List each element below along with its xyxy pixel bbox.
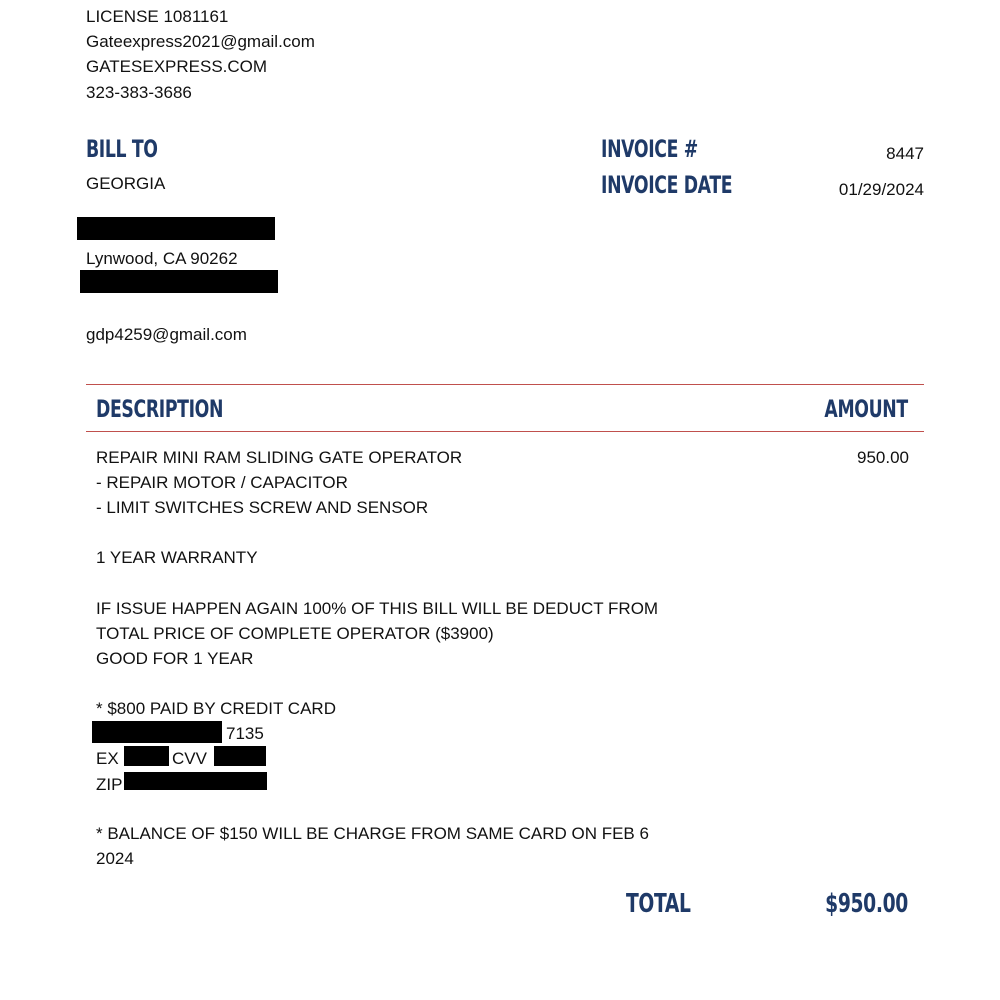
- line-item-detail: - REPAIR MOTOR / CAPACITOR: [96, 473, 348, 492]
- warranty-text: 1 YEAR WARRANTY: [96, 548, 258, 567]
- expiry-label: EX: [96, 749, 119, 768]
- terms-text: TOTAL PRICE OF COMPLETE OPERATOR ($3900): [96, 624, 494, 643]
- bill-to-name: GEORGIA: [86, 174, 166, 193]
- bill-to-heading: BILL TO: [86, 135, 158, 163]
- total-value: $950.00: [825, 889, 908, 919]
- line-item-amount: 950.00: [857, 448, 909, 467]
- redacted-cvv: [214, 746, 266, 766]
- bill-to-email: gdp4259@gmail.com: [86, 325, 247, 344]
- terms-text: GOOD FOR 1 YEAR: [96, 649, 254, 668]
- redacted-address-line: [77, 217, 275, 240]
- amount-header: AMOUNT: [824, 395, 908, 423]
- table-header-rule: [86, 431, 924, 432]
- redacted-expiry: [124, 746, 169, 766]
- table-top-rule: [86, 384, 924, 385]
- company-license: LICENSE 1081161: [86, 7, 229, 26]
- bill-to-city: Lynwood, CA 90262: [86, 249, 238, 268]
- zip-label: ZIP: [96, 775, 123, 794]
- line-item-title: REPAIR MINI RAM SLIDING GATE OPERATOR: [96, 448, 463, 467]
- redacted-zip: [124, 772, 267, 790]
- balance-text: * BALANCE OF $150 WILL BE CHARGE FROM SAME CARD ON FEB 6: [96, 824, 649, 843]
- invoice-number: 8447: [886, 144, 924, 163]
- company-website: GATESEXPRESS.COM: [86, 57, 268, 76]
- total-label: TOTAL: [626, 889, 691, 919]
- invoice-date: 01/29/2024: [838, 180, 924, 199]
- balance-text: 2024: [96, 849, 134, 868]
- description-header: DESCRIPTION: [96, 395, 224, 423]
- cvv-label: CVV: [172, 749, 207, 768]
- invoice-number-label: INVOICE #: [601, 135, 698, 163]
- company-email: Gateexpress2021@gmail.com: [86, 32, 315, 51]
- card-last-digits: 7135: [226, 724, 264, 743]
- payment-text: * $800 PAID BY CREDIT CARD: [96, 699, 336, 718]
- invoice-date-label: INVOICE DATE: [601, 171, 733, 199]
- terms-text: IF ISSUE HAPPEN AGAIN 100% OF THIS BILL WILL BE DEDUCT FROM: [96, 599, 659, 618]
- redacted-card-number: [92, 721, 222, 743]
- redacted-phone-line: [80, 270, 278, 293]
- line-item-detail: - LIMIT SWITCHES SCREW AND SENSOR: [96, 498, 429, 517]
- company-phone: 323-383-3686: [86, 83, 192, 102]
